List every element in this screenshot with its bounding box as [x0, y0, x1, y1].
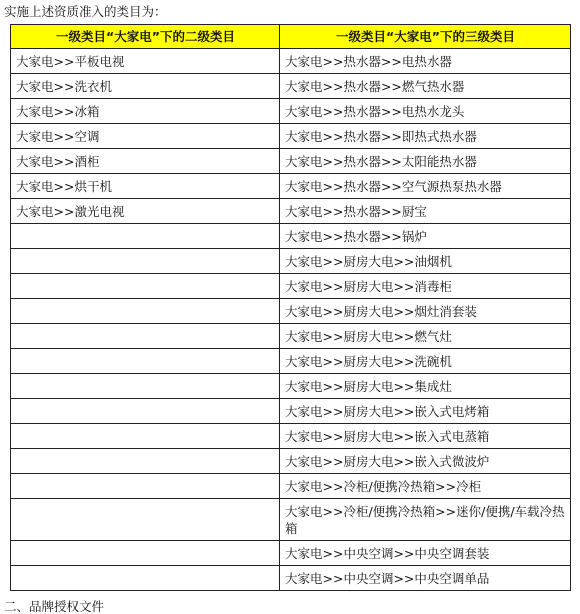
- table-row: [11, 49, 571, 74]
- intro-text: 实施上述资质准入的类目为：: [4, 4, 167, 19]
- header-level3: 一级类目“大家电”下的三级类目: [280, 25, 571, 49]
- level3-cell: 大家电>>冷柜/便携冷热箱>>冷柜: [280, 474, 571, 499]
- level2-cell: [11, 274, 280, 299]
- level3-cell: 大家电>>厨房大电>>燃气灶: [280, 324, 571, 349]
- level2-cell: 大家电>>平板电视: [11, 49, 280, 74]
- level3-cell: 大家电>>厨房大电>>嵌入式电蒸箱: [280, 424, 571, 449]
- table-row: [11, 374, 571, 399]
- level2-cell: 大家电>>激光电视: [11, 199, 280, 224]
- level2-cell: [11, 541, 280, 566]
- level3-cell: 大家电>>冷柜/便携冷热箱>>迷你/便携/车载冷热箱: [280, 499, 571, 541]
- level3-cell: 大家电>>热水器>>锅炉: [280, 224, 571, 249]
- table-row: [11, 424, 571, 449]
- table-header-row: [11, 25, 571, 49]
- table-row: [11, 274, 571, 299]
- level3-cell: 大家电>>热水器>>即热式热水器: [280, 124, 571, 149]
- table-row: [11, 541, 571, 566]
- table-row: [11, 199, 571, 224]
- table-row: [11, 324, 571, 349]
- table-row: [11, 499, 571, 541]
- table-row: [11, 149, 571, 174]
- level3-cell: 大家电>>厨房大电>>洗碗机: [280, 349, 571, 374]
- level3-cell: 大家电>>热水器>>厨宝: [280, 199, 571, 224]
- level2-cell: [11, 249, 280, 274]
- level3-cell: 大家电>>热水器>>电热水器: [280, 49, 571, 74]
- table-row: [11, 224, 571, 249]
- level2-cell: 大家电>>洗衣机: [11, 74, 280, 99]
- level2-cell: [11, 499, 280, 541]
- level3-cell: 大家电>>中央空调>>中央空调单品: [280, 566, 571, 591]
- level3-cell: 大家电>>中央空调>>中央空调套装: [280, 541, 571, 566]
- level2-cell: [11, 424, 280, 449]
- level2-cell: 大家电>>空调: [11, 124, 280, 149]
- level3-cell: 大家电>>热水器>>太阳能热水器: [280, 149, 571, 174]
- category-table: [10, 24, 571, 591]
- level3-cell: 大家电>>厨房大电>>消毒柜: [280, 274, 571, 299]
- header-level2: 一级类目“大家电”下的二级类目: [11, 25, 280, 49]
- table-row: [11, 124, 571, 149]
- table-row: [11, 566, 571, 591]
- level2-cell: [11, 566, 280, 591]
- level3-cell: 大家电>>厨房大电>>烟灶消套装: [280, 299, 571, 324]
- table-row: [11, 99, 571, 124]
- next-section-heading: 二、品牌授权文件: [4, 599, 105, 614]
- table-row: [11, 349, 571, 374]
- level2-cell: [11, 474, 280, 499]
- level3-cell: 大家电>>厨房大电>>油烟机: [280, 249, 571, 274]
- table-row: [11, 399, 571, 424]
- level2-cell: 大家电>>烘干机: [11, 174, 280, 199]
- level3-cell: 大家电>>厨房大电>>集成灶: [280, 374, 571, 399]
- level2-cell: [11, 324, 280, 349]
- level3-cell: 大家电>>热水器>>燃气热水器: [280, 74, 571, 99]
- level2-cell: [11, 349, 280, 374]
- table-row: [11, 74, 571, 99]
- table-row: [11, 449, 571, 474]
- table-row: [11, 174, 571, 199]
- table-row: [11, 299, 571, 324]
- level2-cell: 大家电>>酒柜: [11, 149, 280, 174]
- level2-cell: [11, 299, 280, 324]
- table-row: [11, 249, 571, 274]
- table-row: [11, 474, 571, 499]
- level3-cell: 大家电>>厨房大电>>嵌入式电烤箱: [280, 399, 571, 424]
- level3-cell: 大家电>>热水器>>空气源热泵热水器: [280, 174, 571, 199]
- level3-cell: 大家电>>厨房大电>>嵌入式微波炉: [280, 449, 571, 474]
- level2-cell: [11, 449, 280, 474]
- level3-cell: 大家电>>热水器>>电热水龙头: [280, 99, 571, 124]
- level2-cell: 大家电>>冰箱: [11, 99, 280, 124]
- level2-cell: [11, 399, 280, 424]
- level2-cell: [11, 374, 280, 399]
- level2-cell: [11, 224, 280, 249]
